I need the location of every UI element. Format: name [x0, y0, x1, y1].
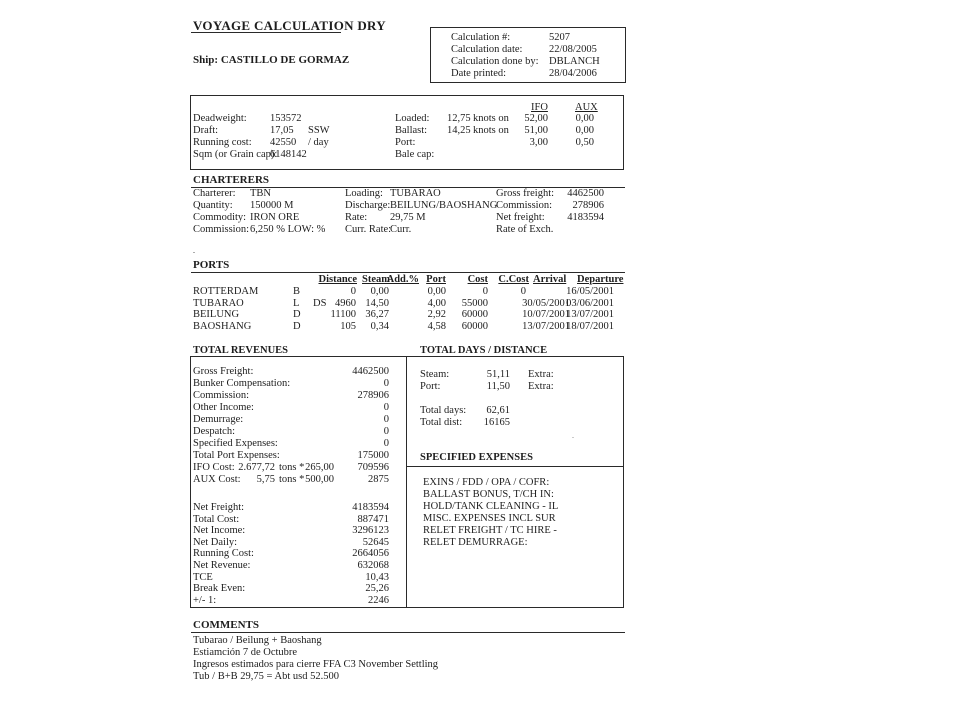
vessel-field-unit: SSW: [308, 125, 330, 136]
aux-consumption: 0,50: [575, 137, 594, 148]
port-distance: 11100: [330, 309, 356, 320]
charterer-field-label: Quantity:: [193, 200, 233, 211]
aux-tons: 5,75: [256, 474, 275, 485]
result-value: 2664056: [352, 548, 389, 560]
aux-tons-unit: tons *: [279, 474, 305, 485]
port-arrival: 13/07/2001: [522, 320, 570, 332]
port-departure: 16/05/2001: [566, 286, 614, 297]
result-label: Net Income:: [193, 525, 246, 537]
summary-divider: [406, 356, 407, 608]
result-value: 3296123: [352, 525, 389, 537]
port-cost: 55000: [461, 297, 488, 309]
ports-underline: [191, 272, 625, 273]
vessel-field-value: 6148142: [270, 149, 307, 160]
voyage-field-value: TUBARAO: [390, 188, 441, 199]
comment-line: Tub / B+B 29,75 = Abt usd 52.500: [193, 671, 339, 682]
calc-done-by-label: Calculation done by:: [451, 56, 539, 67]
revenue-value: 4462500: [352, 366, 389, 377]
expense-line: EXINS / FDD / OPA / COFR:: [423, 477, 550, 488]
speed-unit: knots on: [473, 113, 509, 124]
speed-knots: 12,75: [447, 113, 471, 124]
port-distance: 0: [350, 286, 356, 297]
port-name: ROTTERDAM: [193, 286, 259, 297]
port-departure: 13/07/2001: [566, 309, 614, 320]
expense-line: HOLD/TANK CLEANING - IL: [423, 501, 559, 512]
port-days: 4,00: [427, 297, 446, 309]
result-value: 10,43: [365, 571, 389, 583]
voyage-field-value: 29,75 M: [390, 212, 426, 223]
specified-expenses-heading: SPECIFIED EXPENSES: [420, 452, 533, 463]
ports-column-header: C.Cost: [498, 274, 529, 285]
revenue-value: 0: [383, 378, 389, 389]
revenue-label: Other Income:: [193, 402, 254, 413]
port-name: TUBARAO: [193, 297, 244, 309]
result-label: TCE: [193, 571, 213, 583]
financial-summary-box: [190, 356, 624, 608]
total-days-heading: TOTAL DAYS / DISTANCE: [420, 345, 548, 356]
revenue-value: 0: [383, 414, 389, 425]
vessel-field-label: Running cost:: [193, 137, 252, 148]
charterer-field-value: IRON ORE: [250, 212, 300, 223]
ship-name: Ship: CASTILLO DE GORMAZ: [193, 54, 350, 66]
calc-done-by-value: DBLANCH: [549, 56, 600, 67]
aux-header: AUX: [575, 102, 598, 113]
days-label: Steam:: [420, 369, 450, 380]
revenue-label: Commission:: [193, 390, 250, 401]
revenue-value: 0: [383, 426, 389, 437]
result-value: 632068: [357, 560, 389, 571]
port-departure: 18/07/2001: [566, 320, 614, 332]
port-days: 4,58: [427, 320, 446, 332]
days-total-value: 16165: [483, 417, 510, 428]
freight-field-label: Gross freight:: [496, 188, 555, 199]
port-type: B: [293, 286, 301, 297]
calculation-info-box: [430, 27, 626, 83]
comment-line: Ingresos estimados para cierre FFA C3 November Settling: [193, 659, 439, 670]
days-label: Port:: [420, 381, 441, 392]
port-days: 0,00: [427, 286, 446, 297]
result-label: Break Even:: [193, 583, 246, 595]
days-total-value: 62,61: [486, 405, 510, 416]
aux-cost-value: 2875: [368, 474, 389, 485]
vessel-field-label: Deadweight:: [193, 113, 247, 124]
aux-consumption: 0,00: [575, 125, 594, 136]
freight-field-label: Rate of Exch.: [496, 224, 554, 235]
comment-line: Tubarao / Beilung + Baoshang: [193, 635, 322, 646]
ifo-consumption: 3,00: [529, 137, 548, 148]
voyage-field-value: Curr.: [390, 224, 412, 235]
days-extra-label: Extra:: [528, 381, 554, 392]
ifo-tons-unit: tons *: [279, 462, 305, 473]
revenue-value: 175000: [357, 450, 389, 461]
freight-field-value: 278906: [572, 200, 604, 211]
speed-label: Ballast:: [395, 125, 428, 136]
result-value: 887471: [357, 513, 389, 525]
ports-column-header: Distance: [318, 274, 357, 285]
days-total-label: Total days:: [420, 405, 467, 416]
dot-mark-right: .: [572, 431, 574, 440]
speed-label: Loaded:: [395, 113, 430, 124]
port-name: BEILUNG: [193, 309, 240, 320]
result-value: 25,26: [365, 583, 389, 595]
ifo-tons: 2.677,72: [238, 462, 275, 473]
total-revenues-heading: TOTAL REVENUES: [193, 345, 289, 356]
ports-column-header: Cost: [467, 274, 488, 285]
vessel-field-label: Draft:: [193, 125, 219, 136]
document-title: VOYAGE CALCULATION DRY: [193, 18, 386, 33]
port-steam: 36,27: [365, 309, 389, 320]
revenue-value: 0: [383, 402, 389, 413]
expense-line: RELET FREIGHT / TC HIRE -: [423, 525, 557, 536]
freight-field-value: 4183594: [567, 212, 604, 223]
days-value: 51,11: [486, 369, 510, 380]
port-flag: DS: [313, 297, 327, 309]
ports-column-header: Add.%: [386, 274, 419, 285]
revenue-label: Despatch:: [193, 426, 235, 437]
port-cost: 0: [482, 286, 488, 297]
aux-cost-label: AUX Cost:: [193, 474, 241, 485]
revenue-label: Specified Expenses:: [193, 438, 278, 449]
date-printed-label: Date printed:: [451, 68, 507, 79]
revenue-label: Total Port Expenses:: [193, 450, 280, 461]
expense-line: RELET DEMURRAGE:: [423, 537, 528, 548]
port-steam: 0,34: [370, 320, 389, 332]
result-label: Net Revenue:: [193, 560, 251, 571]
expenses-underline: [406, 466, 624, 467]
title-underline: [191, 32, 341, 33]
result-value: 4183594: [352, 502, 389, 513]
vessel-field-value: 17,05: [270, 125, 294, 136]
charterer-field-label: Charterer:: [193, 188, 236, 199]
result-label: Running Cost:: [193, 548, 254, 560]
port-departure: 03/06/2001: [566, 297, 614, 309]
days-extra-label: Extra:: [528, 369, 554, 380]
port-steam: 14,50: [365, 297, 389, 309]
days-value: 11,50: [486, 381, 510, 392]
voyage-field-label: Discharge:: [345, 200, 391, 211]
charterer-field-value: 6,250 % LOW: %: [250, 224, 326, 235]
vessel-field-unit: / day: [308, 137, 329, 148]
freight-field-label: Commission:: [496, 200, 553, 211]
ifo-consumption: 51,00: [524, 125, 548, 136]
revenue-value: 0: [383, 438, 389, 449]
aux-consumption: 0,00: [575, 113, 594, 124]
ports-column-header: Departure: [577, 274, 624, 285]
calc-date-label: Calculation date:: [451, 44, 523, 55]
ifo-header: IFO: [531, 102, 548, 113]
revenue-value: 278906: [357, 390, 389, 401]
date-printed-value: 28/04/2006: [549, 68, 597, 79]
charterer-field-value: 150000 M: [250, 200, 294, 211]
result-label: Net Freight:: [193, 502, 245, 513]
port-ccost: 0: [520, 286, 526, 297]
freight-field-label: Net freight:: [496, 212, 545, 223]
result-value: 2246: [368, 594, 389, 606]
charterer-field-value: TBN: [250, 188, 271, 199]
revenue-label: Demurrage:: [193, 414, 244, 425]
port-cost: 60000: [461, 320, 488, 332]
voyage-field-label: Loading:: [345, 188, 383, 199]
comment-line: Estiamción 7 de Octubre: [193, 647, 298, 658]
result-value: 52645: [362, 536, 389, 548]
comments-underline: [191, 632, 625, 633]
charterer-field-label: Commission:: [193, 224, 250, 235]
expense-line: BALLAST BONUS, T/CH IN:: [423, 489, 554, 500]
voyage-field-label: Curr. Rate:: [345, 224, 392, 235]
ports-column-header: Steam: [362, 274, 390, 285]
vessel-field-value: 42550: [270, 137, 297, 148]
days-total-label: Total dist:: [420, 417, 463, 428]
speed-label: Port:: [395, 137, 416, 148]
ports-column-header: Arrival: [533, 274, 567, 285]
calc-number-value: 5207: [549, 32, 570, 43]
ports-heading: PORTS: [193, 259, 230, 271]
port-name: BAOSHANG: [193, 320, 252, 332]
vessel-field-value: 153572: [270, 113, 302, 124]
revenue-label: Gross Freight:: [193, 366, 254, 377]
dot-mark: .: [193, 246, 195, 255]
freight-field-value: 4462500: [567, 188, 604, 199]
comments-heading: COMMENTS: [193, 619, 259, 631]
port-type: D: [293, 320, 301, 332]
port-type: L: [293, 297, 300, 309]
speed-label: Bale cap:: [395, 149, 435, 160]
port-distance: 4960: [335, 297, 356, 309]
port-cost: 60000: [461, 309, 488, 320]
calc-number-label: Calculation #:: [451, 32, 511, 43]
result-label: Net Daily:: [193, 536, 238, 548]
port-steam: 0,00: [370, 286, 389, 297]
expense-line: MISC. EXPENSES INCL SUR: [423, 513, 556, 524]
port-distance: 105: [340, 320, 356, 332]
port-arrival: 10/07/2001: [522, 309, 570, 320]
ports-column-header: Port: [426, 274, 446, 285]
revenue-label: Bunker Compensation:: [193, 378, 291, 389]
vessel-field-label: Sqm (or Grain cap):: [193, 149, 278, 160]
result-label: Total Cost:: [193, 513, 240, 525]
calc-date-value: 22/08/2005: [549, 44, 597, 55]
aux-price: 500,00: [305, 474, 334, 485]
ifo-consumption: 52,00: [524, 113, 548, 124]
speed-knots: 14,25: [447, 125, 471, 136]
port-days: 2,92: [427, 309, 446, 320]
voyage-field-value: BEILUNG/BAOSHANG: [390, 200, 498, 211]
charterers-heading: CHARTERERS: [193, 174, 270, 186]
ifo-price: 265,00: [305, 462, 334, 473]
voyage-field-label: Rate:: [345, 212, 368, 223]
port-type: D: [293, 309, 301, 320]
ifo-cost-label: IFO Cost:: [193, 462, 235, 473]
port-arrival: 30/05/2001: [522, 297, 570, 309]
charterer-field-label: Commodity:: [193, 212, 247, 223]
result-label: +/- 1:: [193, 594, 217, 606]
ifo-cost-value: 709596: [357, 462, 389, 473]
speed-unit: knots on: [473, 125, 509, 136]
